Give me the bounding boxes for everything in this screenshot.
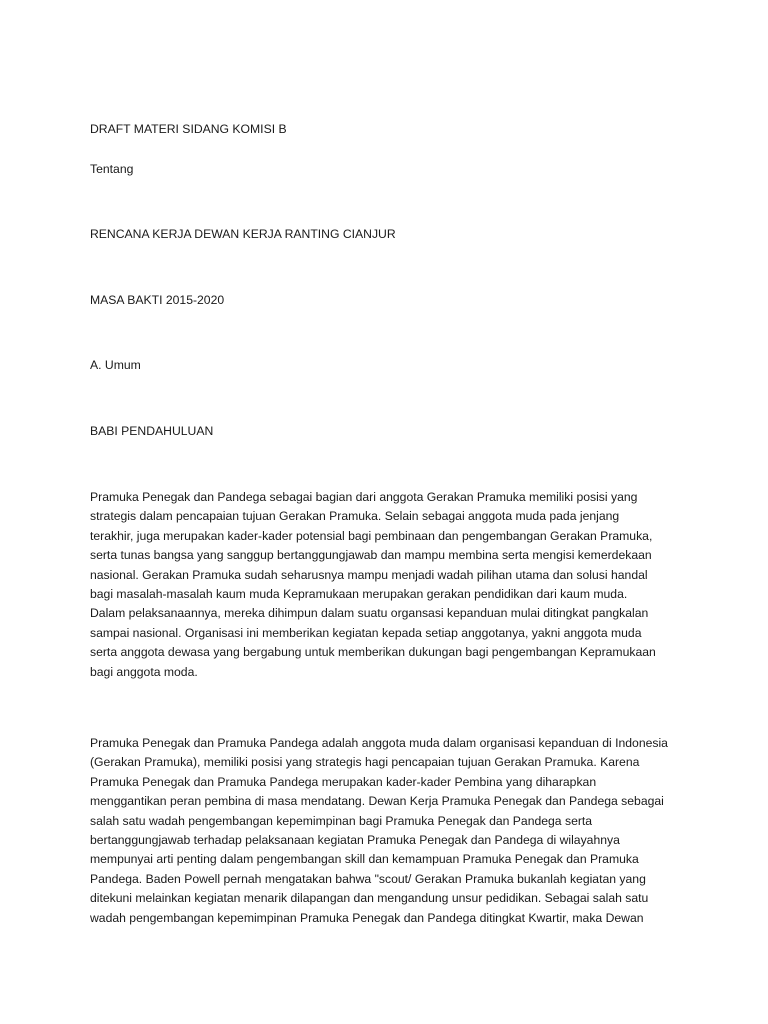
paragraph-line: salah satu wadah pengembangan kepemimpinan bagi Pramuka Penegak dan Pandega serta [90, 813, 593, 828]
paragraph-line: wadah pengembangan kepemimpinan Pramuka Penegak dan Pandega ditingkat Kwartir, maka Dewan [90, 910, 644, 925]
paragraph-line: serta anggota dewasa yang bergabung untuk memberikan dukungan bagi pengembangan Kepramukaan [90, 645, 656, 660]
paragraph-line: Dalam pelaksanaannya, mereka dihimpun dalam suatu organsasi kepanduan mulai ditingkat pangkalan [90, 606, 649, 621]
paragraph-line: mempunyai arti penting dalam pengembangan skill dan kemampuan Pramuka Penegak dan Pramuka [90, 852, 639, 867]
paragraph-line: bagi anggota moda. [90, 664, 198, 679]
paragraph-line: terakhir, juga merupakan kader-kader potensial bagi pembinaan dan pengembangan Gerakan Pramuka, [90, 528, 653, 543]
document-title: DRAFT MATERI SIDANG KOMISI B [90, 122, 287, 136]
period-label: MASA BAKTI 2015-2020 [90, 293, 225, 307]
paragraph-line: menggantikan peran pembina di masa mendatang. Dewan Kerja Pramuka Penegak dan Pandega sebagai [90, 794, 664, 809]
paragraph-line: Pandega. Baden Powell pernah mengatakan bahwa "scout/ Gerakan Pramuka bukanlah kegiatan yang [90, 871, 646, 886]
paragraph-line: Pramuka Penegak dan Pramuka Pandega adalah anggota muda dalam organisasi kepanduan di Indonesia [90, 736, 668, 750]
paragraph-line: bagi masalah-masalah kaum muda Kepramukaan merupakan gerakan pendidikan dari kaum muda. [90, 587, 628, 602]
paragraph-line: Pramuka Penegak dan Pramuka Pandega merupakan kader-kader Pembina yang diharapkan [90, 774, 597, 789]
paragraph-line: sampai nasional. Organisasi ini memberikan kegiatan kepada setiap anggotanya, yakni anggota muda [90, 625, 642, 640]
paragraph-line: nasional. Gerakan Pramuka sudah seharusnya mampu menjadi wadah pilihan utama dan solusi handal [90, 567, 648, 582]
document-subject: RENCANA KERJA DEWAN KERJA RANTING CIANJUR [90, 227, 396, 241]
chapter-heading: BABI PENDAHULUAN [90, 424, 214, 438]
paragraph-line: Pramuka Penegak dan Pandega sebagai bagian dari anggota Gerakan Pramuka memiliki posisi yang [90, 490, 638, 504]
paragraph-line: (Gerakan Pramuka), memiliki posisi yang strategis hagi pencapaian tujuan Gerakan Pramuka. Karena [90, 755, 640, 770]
paragraph-1 [90, 488, 690, 682]
section-heading: A. Umum [90, 358, 141, 372]
paragraph-2 [90, 734, 690, 928]
paragraph-line: bertanggungjawab terhadap pelaksanaan kegiatan Pramuka Penegak dan Pandega di wilayahnya [90, 833, 620, 848]
paragraph-line: strategis dalam pencapaian tujuan Gerakan Pramuka. Selain sebagai anggota muda pada jenjang [90, 509, 620, 524]
paragraph-line: serta tunas bangsa yang sanggup bertanggungjawab dan mampu membina serta mengisi kemerdekaan [90, 548, 652, 563]
tentang-label: Tentang [90, 162, 134, 176]
paragraph-line: ditekuni melainkan kegiatan menarik dilapangan dan mengandung unsur pedidikan. Sebagai salah satu [90, 891, 649, 906]
